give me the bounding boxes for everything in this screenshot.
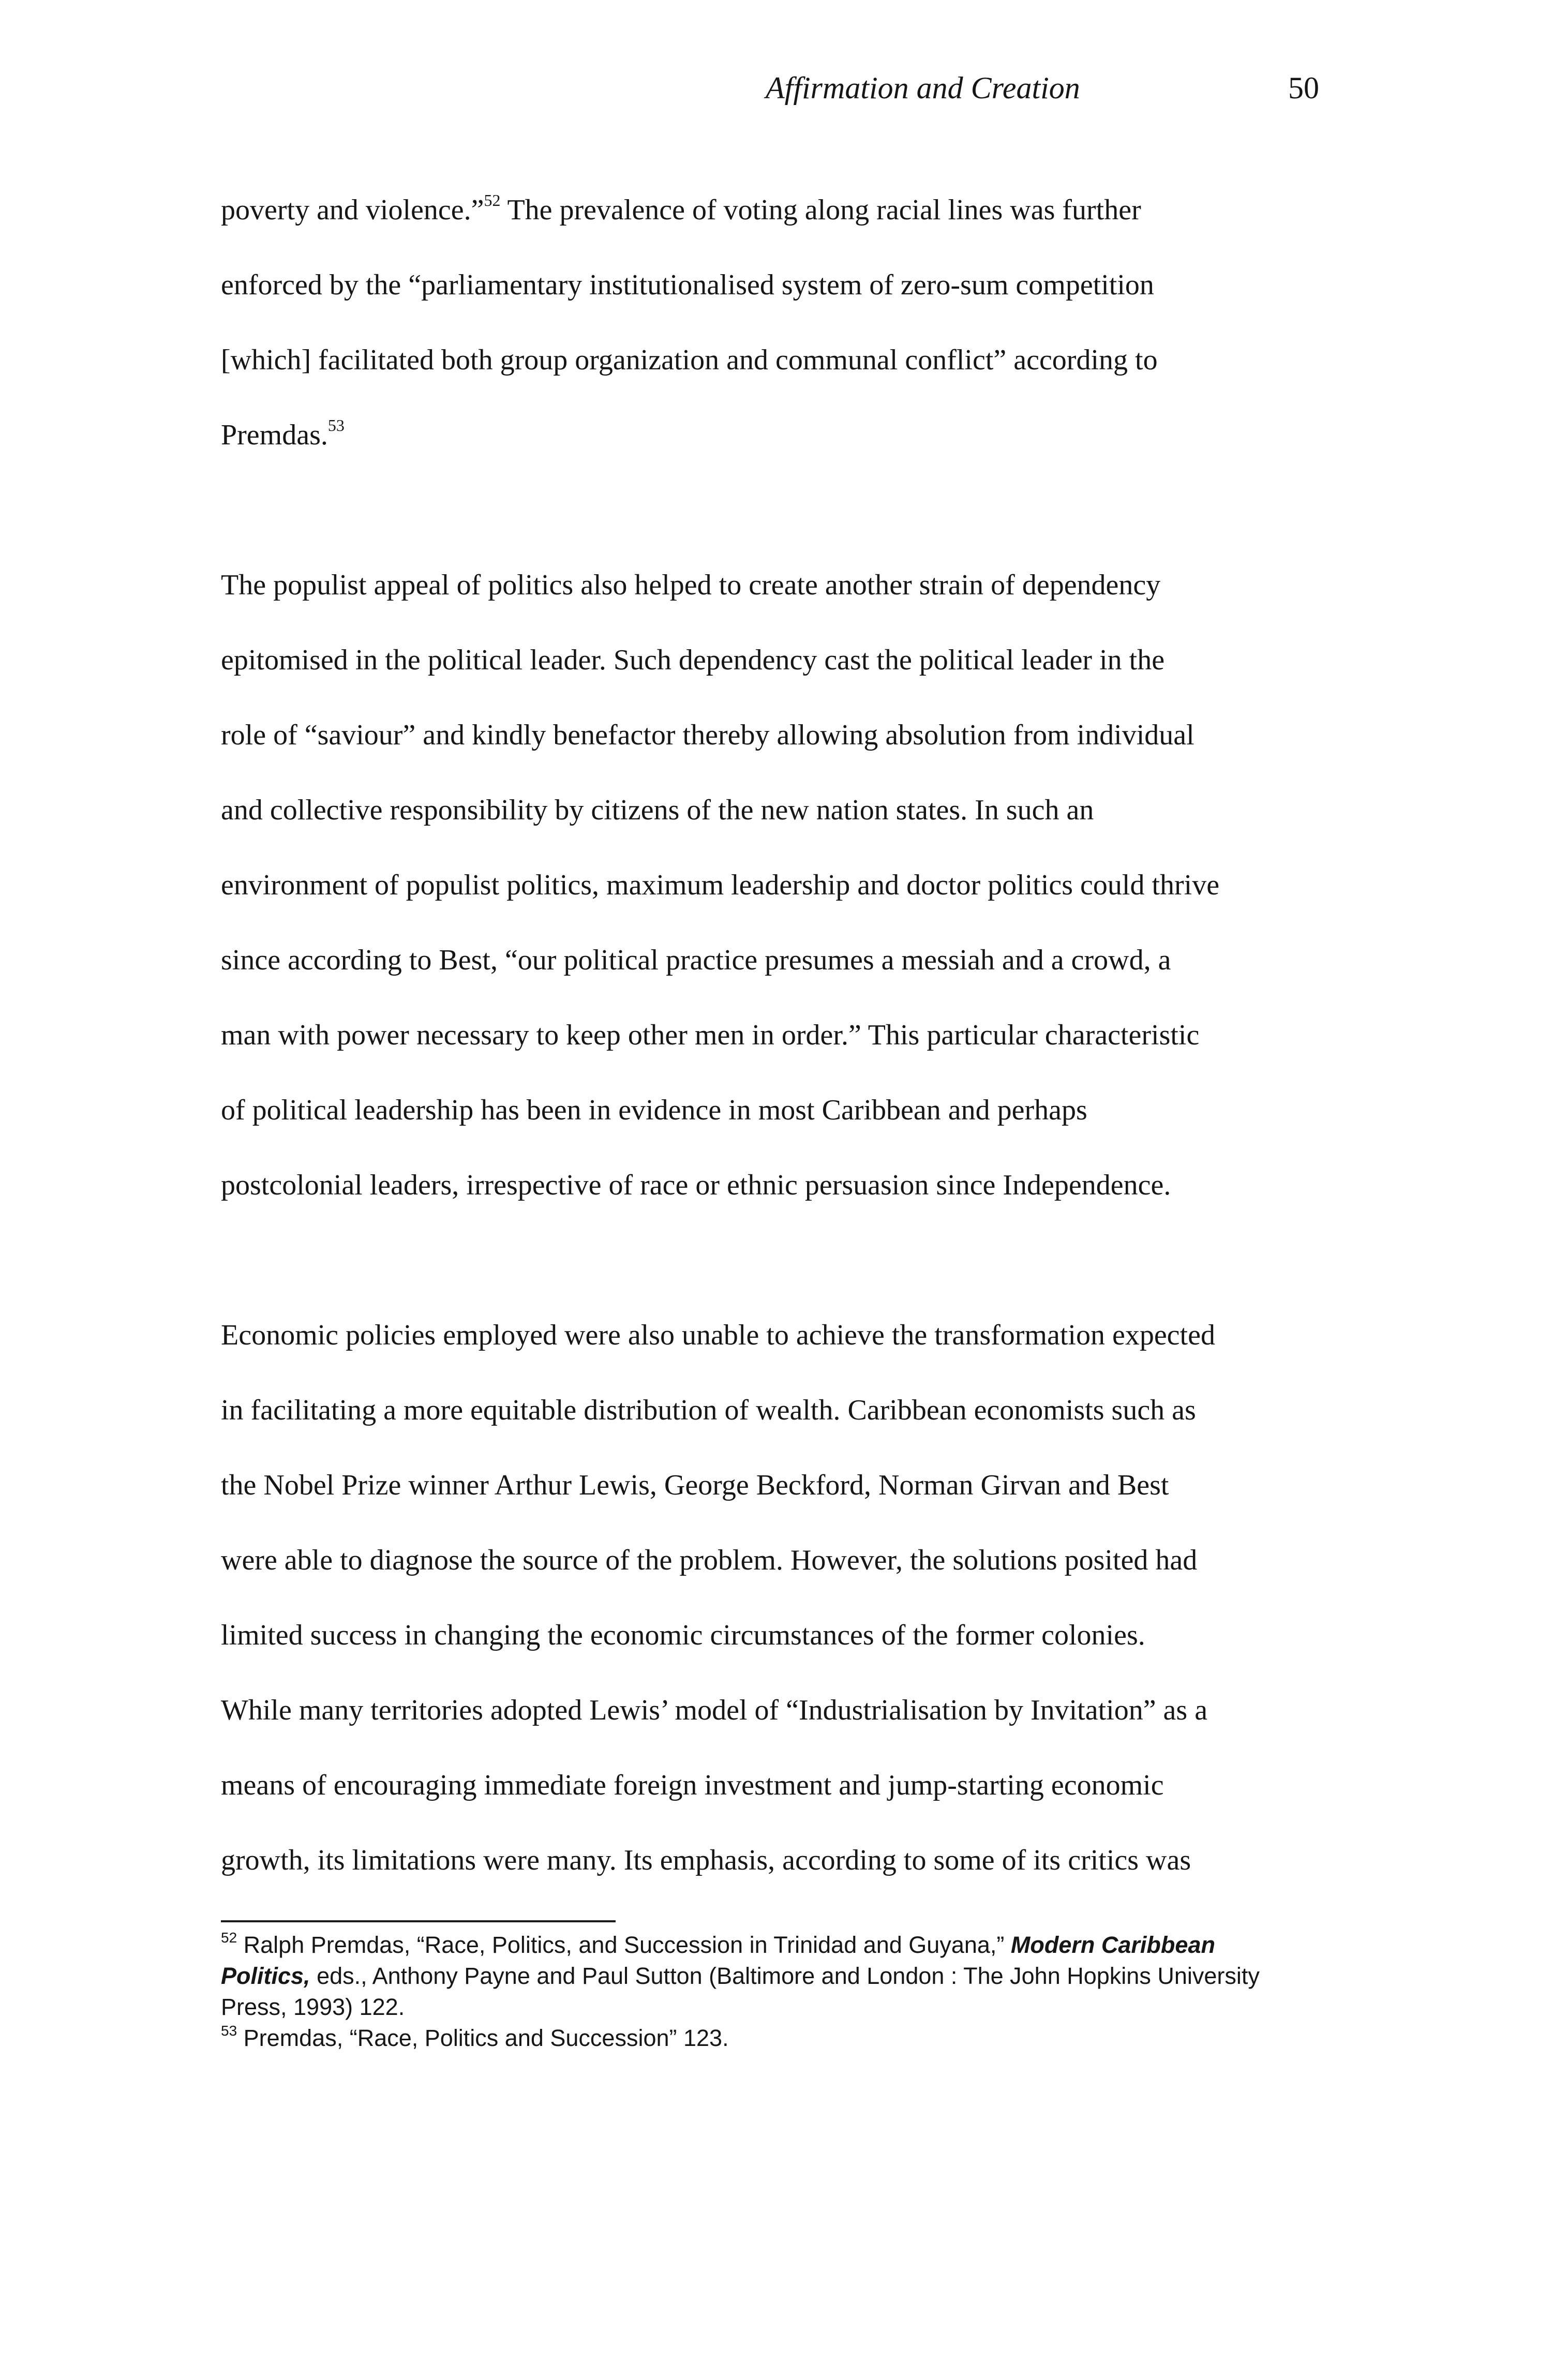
text-run: in facilitating a more equitable distribution of wealth. Caribbean economists such as — [221, 1394, 1196, 1426]
text-line — [221, 623, 1349, 698]
text-run: Premdas, “Race, Politics and Succession” 123. — [237, 2025, 729, 2051]
text-run: man with power necessary to keep other men in order.” This particular characteristic — [221, 1019, 1200, 1051]
text-run: Press, 1993) 122. — [221, 1994, 405, 2020]
text-line — [221, 773, 1349, 848]
text-run: While many territories adopted Lewis’ model of “Industrialisation by Invitation” as a — [221, 1694, 1208, 1726]
text-line — [221, 1748, 1349, 1823]
footnote-separator — [221, 1920, 616, 1922]
paragraph — [221, 1298, 1349, 1898]
footnote-line — [221, 1930, 1349, 1961]
text-run: the Nobel Prize winner Arthur Lewis, George Beckford, Norman Girvan and Best — [221, 1469, 1169, 1501]
paragraph-gap — [221, 473, 1349, 548]
text-line — [221, 698, 1349, 773]
text-run: environment of populist politics, maximum leadership and doctor politics could thrive — [221, 869, 1220, 901]
text-run: [which] facilitated both group organization and communal conflict” according to — [221, 344, 1158, 376]
text-run: epitomised in the political leader. Such dependency cast the political leader in the — [221, 644, 1165, 676]
text-line — [221, 1823, 1349, 1898]
text-line — [221, 1523, 1349, 1598]
footnote-reference: 53 — [327, 416, 345, 435]
text-run: of political leadership has been in evidence in most Caribbean and perhaps — [221, 1094, 1087, 1126]
text-line — [221, 848, 1349, 923]
text-run: Ralph Premdas, “Race, Politics, and Succession in Trinidad and Guyana,” — [237, 1932, 1011, 1958]
footnote-line — [221, 2023, 1349, 2054]
text-run: poverty and violence.” — [221, 194, 484, 226]
text-run: The populist appeal of politics also helped to create another strain of dependency — [221, 569, 1161, 601]
text-line — [221, 1448, 1349, 1523]
italic-bold-text: Politics, — [221, 1963, 310, 1989]
paragraph — [221, 548, 1349, 1223]
text-run: and collective responsibility by citizens of the new nation states. In such an — [221, 794, 1094, 826]
text-run: Economic policies employed were also unable to achieve the transformation expected — [221, 1319, 1215, 1351]
footnote-line — [221, 1992, 1349, 2023]
text-run: Premdas. — [221, 419, 328, 451]
text-run: were able to diagnose the source of the problem. However, the solutions posited had — [221, 1544, 1198, 1576]
footnote-reference: 52 — [221, 1930, 237, 1946]
footnote-reference: 53 — [221, 2023, 237, 2039]
text-line — [221, 173, 1349, 248]
paragraph-gap — [221, 1223, 1349, 1298]
text-line — [221, 248, 1349, 323]
text-run: limited success in changing the economic circumstances of the former colonies. — [221, 1619, 1145, 1651]
footnote — [221, 1930, 1349, 2023]
text-line — [221, 1298, 1349, 1373]
footnotes — [221, 1930, 1349, 2054]
paragraph — [221, 173, 1349, 473]
text-line — [221, 398, 1349, 473]
text-run: since according to Best, “our political practice presumes a messiah and a crowd, a — [221, 944, 1171, 976]
text-run: growth, its limitations were many. Its emphasis, according to some of its critics was — [221, 1844, 1191, 1876]
text-line — [221, 1073, 1349, 1148]
running-title: Affirmation and Creation — [766, 71, 1080, 105]
page-number: 50 — [1288, 71, 1319, 105]
footnote-line — [221, 1961, 1349, 1992]
body-text — [221, 173, 1349, 1898]
text-line — [221, 1148, 1349, 1223]
text-line — [221, 1673, 1349, 1748]
footnote-reference: 52 — [484, 191, 501, 210]
text-run: The prevalence of voting along racial lines was further — [500, 194, 1141, 226]
text-line — [221, 1373, 1349, 1448]
text-line — [221, 1598, 1349, 1673]
text-run: eds., Anthony Payne and Paul Sutton (Baltimore and London : The John Hopkins University — [310, 1963, 1260, 1989]
text-line — [221, 998, 1349, 1073]
text-line — [221, 548, 1349, 623]
text-line — [221, 923, 1349, 998]
text-run: means of encouraging immediate foreign investment and jump-starting economic — [221, 1769, 1164, 1801]
footnote — [221, 2023, 1349, 2054]
italic-bold-text: Modern Caribbean — [1010, 1932, 1215, 1958]
text-run: role of “saviour” and kindly benefactor thereby allowing absolution from individual — [221, 719, 1194, 751]
text-line — [221, 323, 1349, 398]
text-run: postcolonial leaders, irrespective of race or ethnic persuasion since Independence. — [221, 1169, 1171, 1201]
text-run: enforced by the “parliamentary institutionalised system of zero-sum competition — [221, 269, 1154, 301]
